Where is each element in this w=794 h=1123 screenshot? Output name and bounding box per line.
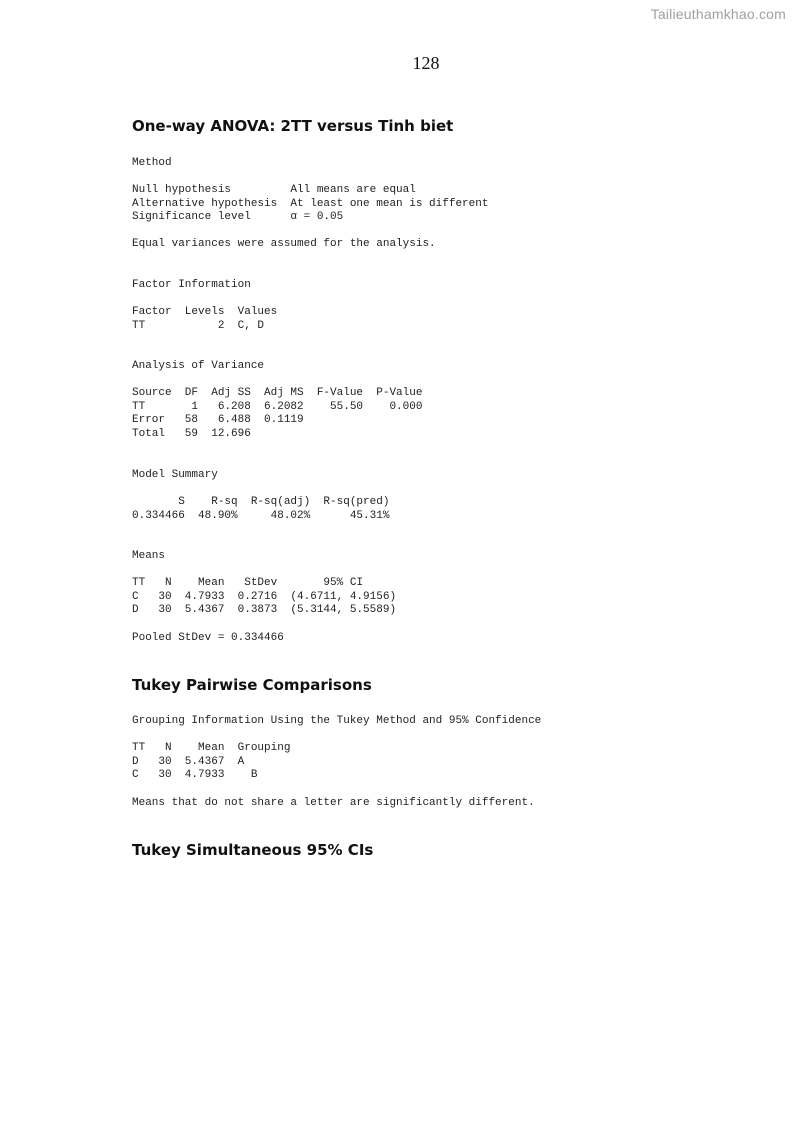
grouping-row: TT N Mean Grouping [132, 742, 291, 754]
anova-row: Total 59 12.696 [132, 427, 251, 440]
means-row: TT N Mean StDev 95% CI [132, 577, 364, 589]
means-heading: Means [132, 550, 166, 562]
anova-row: TT 1 6.208 6.2082 55.50 0.000 [132, 400, 423, 413]
grouping-row: C 30 4.7933 B [132, 769, 258, 782]
anova-row: Error 58 6.488 0.1119 [132, 414, 304, 427]
model-row: 0.334466 48.90% 48.02% 45.31% [132, 509, 390, 522]
factor-row: Factor Levels Values [132, 306, 278, 318]
method-row: Alternative hypothesis At least one mean is different [132, 197, 489, 210]
model-summary-heading: Model Summary [132, 469, 218, 481]
grouping-heading: Grouping Information Using the Tukey Method and 95% Confidence [132, 715, 542, 727]
anova-heading: Analysis of Variance [132, 360, 265, 372]
method-row: Significance level α = 0.05 [132, 211, 344, 224]
grouping-note: Means that do not share a letter are significantly different. [132, 797, 535, 809]
watermark: Tailieuthamkhao.com [650, 6, 786, 22]
equal-variances-note: Equal variances were assumed for the analysis. [132, 238, 436, 250]
means-row: C 30 4.7933 0.2716 (4.6711, 4.9156) [132, 590, 397, 603]
factor-row: TT 2 C, D [132, 319, 265, 332]
grouping-row: D 30 5.4367 A [132, 755, 245, 768]
method-heading: Method [132, 157, 172, 169]
factor-heading: Factor Information [132, 279, 251, 291]
anova-title: One-way ANOVA: 2TT versus Tinh biet [132, 117, 454, 135]
tukey-title: Tukey Pairwise Comparisons [132, 676, 372, 694]
model-row: S R-sq R-sq(adj) R-sq(pred) [132, 496, 390, 508]
method-row: Null hypothesis All means are equal [132, 184, 416, 196]
pooled-stdev: Pooled StDev = 0.334466 [132, 632, 284, 644]
anova-row: Source DF Adj SS Adj MS F-Value P-Value [132, 387, 423, 399]
means-row: D 30 5.4367 0.3873 (5.3144, 5.5589) [132, 604, 397, 617]
page-number: 128 [412, 53, 440, 73]
tukey-ci-title: Tukey Simultaneous 95% CIs [132, 841, 374, 859]
